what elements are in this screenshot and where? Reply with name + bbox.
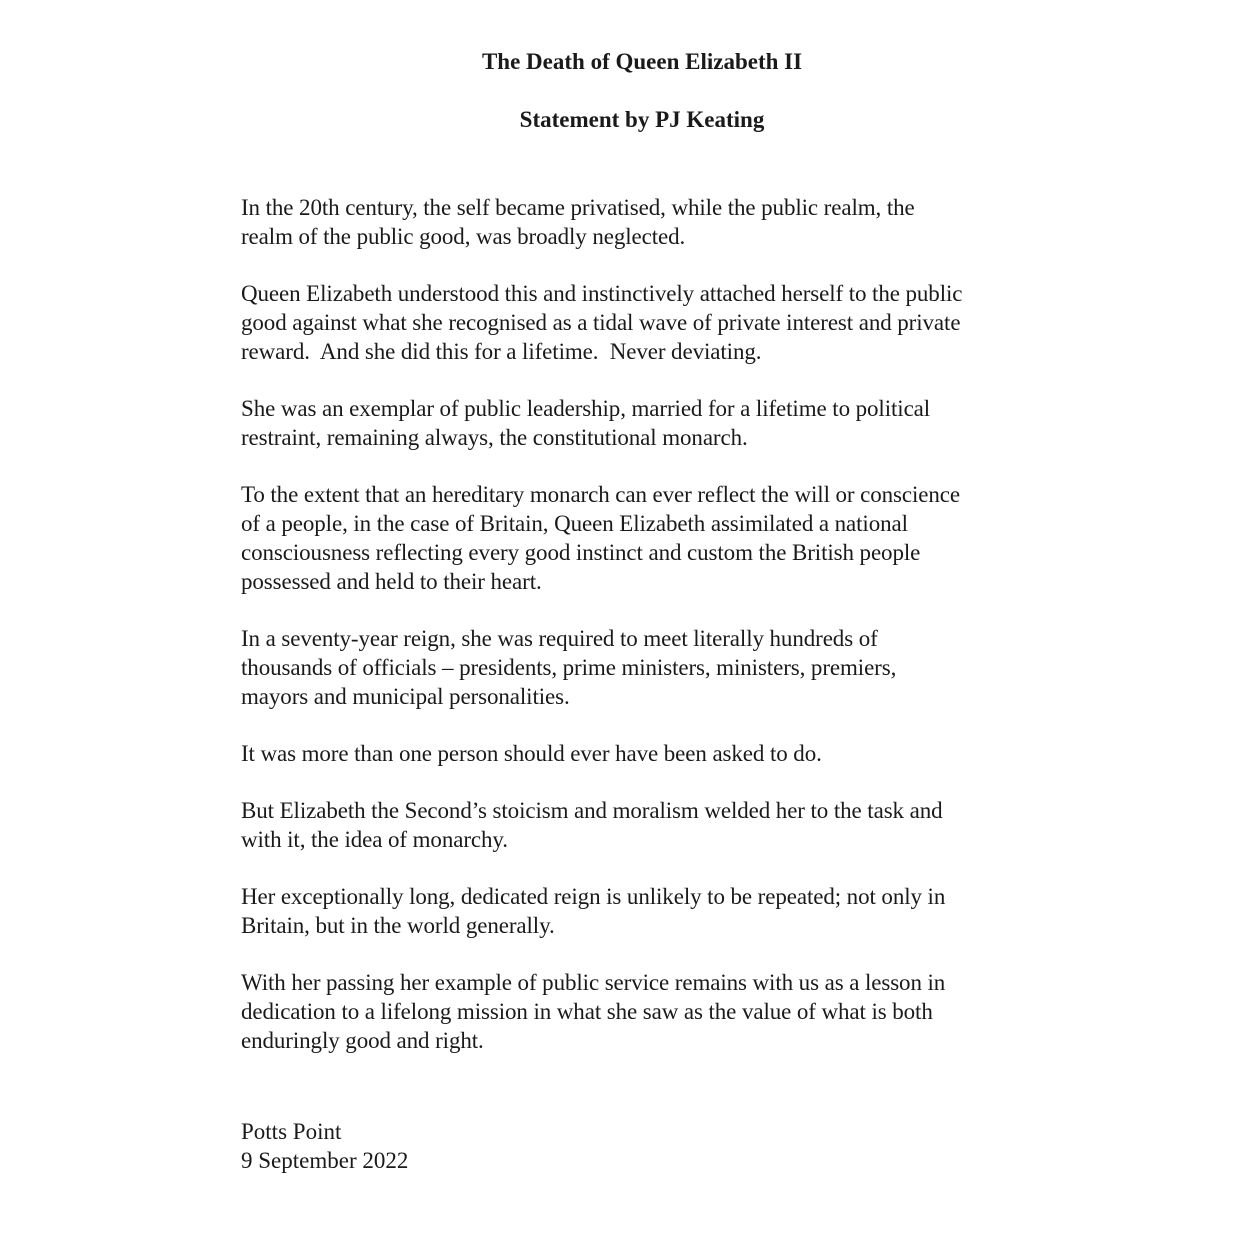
paragraph-line: Britain, but in the world generally. [241, 913, 555, 938]
paragraph-line: Her exceptionally long, dedicated reign is unlikely to be repeated; not only in [241, 884, 946, 909]
paragraph-line: good against what she recognised as a tidal wave of private interest and private [241, 310, 961, 335]
paragraph-line: enduringly good and right. [241, 1028, 484, 1053]
paragraph-7 [241, 796, 1061, 854]
document-title: The Death of Queen Elizabeth II [481, 49, 803, 74]
statement-body [241, 193, 1061, 1083]
paragraph-line: of a people, in the case of Britain, Queen Elizabeth assimilated a national [241, 511, 908, 536]
paragraph-line: reward. And she did this for a lifetime. Never deviating. [241, 339, 762, 364]
paragraph-4 [241, 480, 1061, 596]
paragraph-line: Queen Elizabeth understood this and instinctively attached herself to the public [241, 281, 963, 306]
paragraph-line: with it, the idea of monarchy. [241, 827, 508, 852]
paragraph-9 [241, 968, 1061, 1055]
paragraph-line: realm of the public good, was broadly neglected. [241, 224, 686, 249]
paragraph-line: In a seventy-year reign, she was required to meet literally hundreds of [241, 626, 878, 651]
paragraph-line: She was an exemplar of public leadership, married for a lifetime to political [241, 396, 931, 421]
paragraph-5 [241, 624, 1061, 711]
paragraph-line: But Elizabeth the Second’s stoicism and moralism welded her to the task and [241, 798, 943, 823]
paragraph-2 [241, 279, 1061, 366]
paragraph-line: consciousness reflecting every good instinct and custom the British people [241, 540, 921, 565]
signoff [241, 1117, 408, 1175]
paragraph-line: possessed and held to their heart. [241, 569, 542, 594]
paragraph-6 [241, 739, 1061, 768]
paragraph-line: mayors and municipal personalities. [241, 684, 570, 709]
paragraph-line: thousands of officials – presidents, prime ministers, ministers, premiers, [241, 655, 897, 680]
signoff-date: 9 September 2022 [241, 1148, 409, 1173]
signoff-place: Potts Point [241, 1119, 342, 1144]
paragraph-8 [241, 882, 1061, 940]
paragraph-line: It was more than one person should ever have been asked to do. [241, 741, 822, 766]
paragraph-line: restraint, remaining always, the constitutional monarch. [241, 425, 748, 450]
paragraph-3 [241, 394, 1061, 452]
paragraph-line: In the 20th century, the self became privatised, while the public realm, the [241, 195, 915, 220]
paragraph-line: With her passing her example of public service remains with us as a lesson in [241, 970, 946, 995]
paragraph-1 [241, 193, 1061, 251]
paragraph-line: To the extent that an hereditary monarch can ever reflect the will or conscience [241, 482, 961, 507]
paragraph-line: dedication to a lifelong mission in what she saw as the value of what is both [241, 999, 933, 1024]
document-subtitle: Statement by PJ Keating [519, 107, 765, 132]
